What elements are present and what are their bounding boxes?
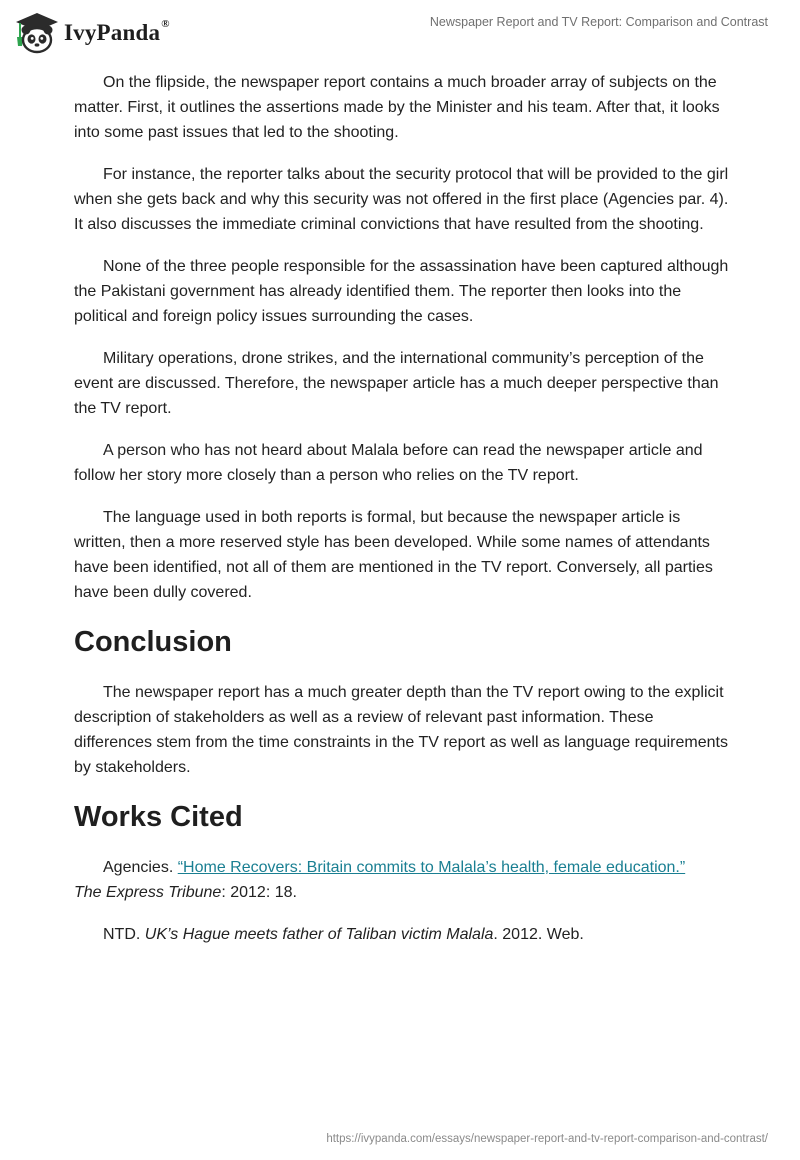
panda-graduation-cap-icon: [14, 10, 60, 56]
body-paragraph: On the flipside, the newspaper report contains a much broader array of subjects on the matter. First, it outlines the assertions made by the Minister and his team. After that, it looks into some past issues that led to the shooting.: [74, 74, 720, 141]
brand-name: IvyPanda®: [64, 18, 170, 45]
body-paragraph: None of the three people responsible for the assassination have been captured although the Pakistani government has already identified them. The reporter then looks into the political and foreign policy issues surrounding the cases.: [74, 258, 729, 325]
registered-mark: ®: [161, 18, 170, 30]
conclusion-heading: Conclusion: [74, 626, 232, 658]
source-url[interactable]: https://ivypanda.com/essays/newspaper-report-and-tv-report-comparison-and-contrast/: [326, 1133, 768, 1145]
body-paragraph: A person who has not heard about Malala before can read the newspaper article and follow her story more closely than a person who relies on the TV report.: [74, 442, 703, 484]
body-paragraph: The language used in both reports is formal, but because the newspaper article is written, then a more reserved style has been developed. While some names of attendants have been identified, not all of them are mentioned in the TV report. Conversely, all parties have been dully covered.: [74, 509, 713, 601]
works-cited-heading: Works Cited: [74, 801, 243, 833]
citation-title: UK’s Hague meets father of Taliban victim Malala: [144, 926, 494, 943]
essay-content: [74, 70, 734, 964]
citation-details: . 2012. Web.: [493, 926, 584, 943]
body-paragraph: Military operations, drone strikes, and the international community’s perception of the event are discussed. Therefore, the newspaper article has a much deeper perspective than the TV report.: [74, 350, 719, 417]
running-title: Newspaper Report and TV Report: Comparison and Contrast: [429, 15, 768, 29]
citation-author: Agencies.: [103, 859, 178, 876]
citation-source: The Express Tribune: [74, 884, 222, 901]
ivypanda-logo[interactable]: [14, 8, 214, 58]
citation-entry: [74, 922, 734, 947]
body-paragraph: For instance, the reporter talks about the security protocol that will be provided to the girl when she gets back and why this security was not offered in the first place (Agencies par. 4). It also discusses the immediate criminal convictions that have resulted from the shooting.: [74, 166, 729, 233]
citation-details: : 2012: 18.: [221, 884, 297, 901]
conclusion-paragraph: The newspaper report has a much greater depth than the TV report owing to the explicit description of stakeholders as well as a review of relevant past information. These differences stem from the time constraints in the TV report as well as language requirements by stakeholders.: [74, 684, 728, 776]
citation-author: NTD.: [103, 926, 145, 943]
page-header: [0, 0, 800, 62]
citation-link[interactable]: “Home Recovers: Britain commits to Malala’s health, female education.”: [177, 859, 686, 876]
citation-entry: [74, 855, 734, 905]
